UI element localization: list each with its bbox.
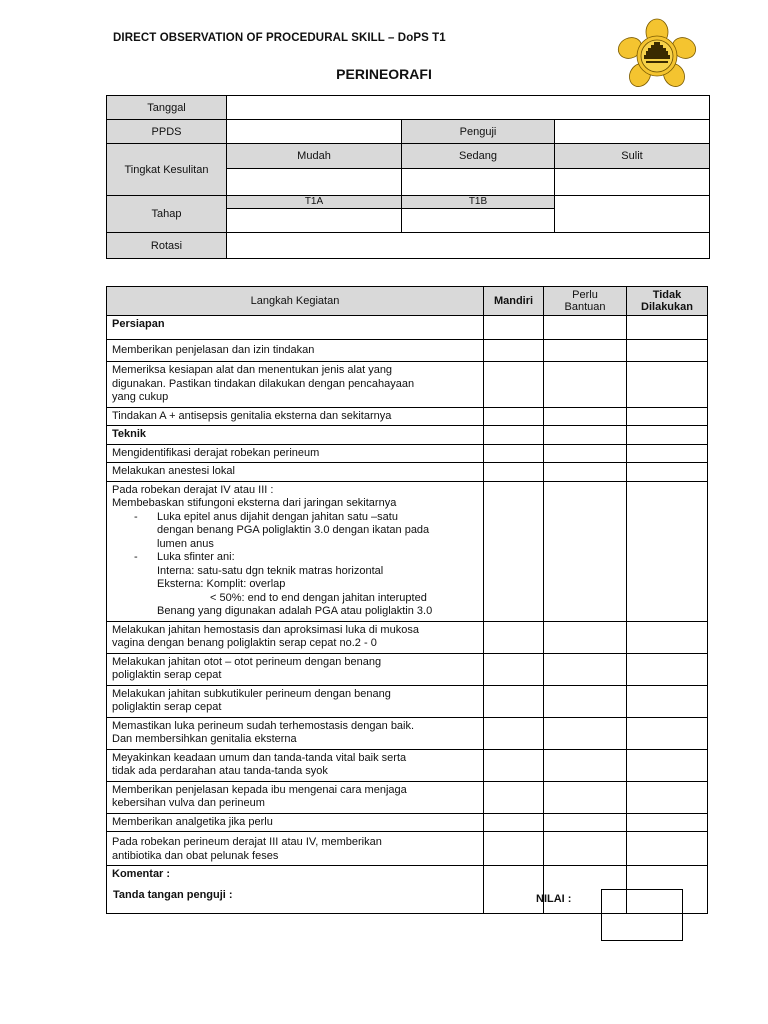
ppds-field[interactable] bbox=[227, 120, 402, 144]
row-text: Melakukan jahitan otot – otot perineum dengan benang bbox=[112, 655, 382, 668]
col-header-bantuan: Bantuan bbox=[564, 301, 606, 313]
sulit-label: Sulit bbox=[555, 144, 710, 169]
table-row bbox=[107, 717, 708, 749]
row-text: Luka epitel anus dijahit dengan jahitan satu –satu bbox=[157, 510, 398, 523]
perlu-bantuan-cell[interactable] bbox=[544, 481, 627, 621]
dash-bullet: - bbox=[134, 510, 138, 523]
sulit-field[interactable] bbox=[555, 169, 710, 196]
tidak-dilakukan-cell[interactable] bbox=[627, 685, 708, 717]
row-text: lumen anus bbox=[157, 537, 214, 550]
step-cell bbox=[107, 463, 484, 482]
mudah-label: Mudah bbox=[227, 144, 402, 169]
row-text: Tindakan A + antisepsis genitalia eksterna dan sekitarnya bbox=[112, 409, 392, 422]
tidak-dilakukan-cell[interactable] bbox=[627, 444, 708, 463]
table-row bbox=[107, 463, 708, 482]
step-cell bbox=[107, 717, 484, 749]
col-header-perlu: Perlu bbox=[572, 289, 598, 301]
row-text: Melakukan anestesi lokal bbox=[112, 465, 235, 477]
tidak-dilakukan-cell[interactable] bbox=[627, 781, 708, 813]
nilai-box[interactable] bbox=[601, 889, 683, 941]
mandiri-cell[interactable] bbox=[484, 749, 544, 781]
step-cell bbox=[107, 685, 484, 717]
rotasi-label: Rotasi bbox=[107, 233, 227, 259]
perlu-bantuan-cell[interactable] bbox=[544, 340, 627, 362]
perlu-bantuan-cell[interactable] bbox=[544, 749, 627, 781]
tidak-dilakukan-cell[interactable] bbox=[627, 653, 708, 685]
table-row bbox=[107, 426, 708, 445]
table-row bbox=[107, 813, 708, 832]
mandiri-cell[interactable] bbox=[484, 866, 544, 914]
dash-bullet: - bbox=[134, 551, 138, 563]
tahap-blank bbox=[555, 196, 710, 233]
row-text: poliglaktin serap cepat bbox=[112, 669, 222, 681]
perlu-bantuan-cell[interactable] bbox=[544, 717, 627, 749]
step-cell bbox=[107, 653, 484, 685]
tahap-label: Tahap bbox=[107, 196, 227, 233]
tidak-dilakukan-cell[interactable] bbox=[627, 832, 708, 866]
row-text: Pada robekan perineum derajat III atau IV, memberikan bbox=[112, 836, 382, 848]
tidak-dilakukan-cell[interactable] bbox=[627, 407, 708, 426]
perlu-bantuan-cell[interactable] bbox=[544, 362, 627, 408]
row-text: poliglaktin serap cepat bbox=[112, 701, 222, 713]
step-cell bbox=[107, 749, 484, 781]
table-row bbox=[107, 749, 708, 781]
step-cell bbox=[107, 362, 484, 408]
row-text: kebersihan vulva dan perineum bbox=[112, 797, 265, 809]
table-row bbox=[107, 481, 708, 621]
tidak-dilakukan-cell[interactable] bbox=[627, 316, 708, 340]
table-row bbox=[107, 653, 708, 685]
mandiri-cell[interactable] bbox=[484, 781, 544, 813]
step-cell bbox=[107, 621, 484, 653]
rotasi-field[interactable] bbox=[227, 233, 710, 259]
table-row bbox=[107, 781, 708, 813]
row-text: antibiotika dan obat pelunak feses bbox=[112, 849, 279, 862]
tidak-dilakukan-cell[interactable] bbox=[627, 621, 708, 653]
penguji-field[interactable] bbox=[555, 120, 710, 144]
row-text: Interna: satu-satu dgn teknik matras horizontal bbox=[157, 564, 384, 577]
row-text: Persiapan bbox=[112, 318, 165, 330]
row-text: Mengidentifikasi derajat robekan perineum bbox=[112, 446, 320, 459]
step-cell bbox=[107, 813, 484, 832]
step-cell bbox=[107, 832, 484, 866]
info-table bbox=[106, 95, 710, 259]
row-text: vagina dengan benang poliglaktin serap cepat no.2 - 0 bbox=[112, 637, 377, 649]
bullet-item bbox=[112, 551, 478, 565]
row-text: Melakukan jahitan hemostasis dan aproksimasi luka di mukosa bbox=[112, 623, 419, 636]
tidak-dilakukan-cell[interactable] bbox=[627, 362, 708, 408]
step-cell bbox=[107, 444, 484, 463]
row-text: tidak ada perdarahan atau tanda-tanda syok bbox=[112, 765, 328, 777]
row-text: Dan membersihkan genitalia eksterna bbox=[112, 733, 297, 745]
document-title: DIRECT OBSERVATION OF PROCEDURAL SKILL – DoPS T1 bbox=[113, 32, 446, 44]
mandiri-cell[interactable] bbox=[484, 407, 544, 426]
table-row bbox=[107, 444, 708, 463]
step-cell bbox=[107, 407, 484, 426]
mandiri-cell[interactable] bbox=[484, 316, 544, 340]
table-row bbox=[107, 407, 708, 426]
tingkat-kesulitan-label: Tingkat Kesulitan bbox=[107, 144, 227, 196]
row-text: Luka sfinter ani: bbox=[157, 551, 235, 563]
step-cell bbox=[107, 481, 484, 621]
tidak-dilakukan-cell[interactable] bbox=[627, 340, 708, 362]
penguji-label: Penguji bbox=[402, 120, 555, 144]
mudah-field[interactable] bbox=[227, 169, 402, 196]
mandiri-cell[interactable] bbox=[484, 813, 544, 832]
bullet-item bbox=[112, 511, 478, 525]
t1b-label: T1B bbox=[402, 196, 555, 209]
perlu-bantuan-cell[interactable] bbox=[544, 813, 627, 832]
table-row bbox=[107, 316, 708, 340]
row-text: Teknik bbox=[112, 428, 147, 440]
row-text: Memberikan analgetika jika perlu bbox=[112, 815, 273, 828]
row-text: Eksterna: Komplit: overlap bbox=[157, 578, 286, 590]
mandiri-cell[interactable] bbox=[484, 444, 544, 463]
step-cell bbox=[107, 340, 484, 362]
tidak-dilakukan-cell[interactable] bbox=[627, 426, 708, 445]
perlu-bantuan-cell[interactable] bbox=[544, 426, 627, 445]
mandiri-cell[interactable] bbox=[484, 717, 544, 749]
perlu-bantuan-cell[interactable] bbox=[544, 316, 627, 340]
mandiri-cell[interactable] bbox=[484, 426, 544, 445]
row-text: Meyakinkan keadaan umum dan tanda-tanda vital baik serta bbox=[112, 751, 407, 764]
row-text: Memberikan penjelasan kepada ibu mengenai cara menjaga bbox=[112, 783, 407, 796]
row-text: Melakukan jahitan subkutikuler perineum dengan benang bbox=[112, 687, 391, 700]
row-text: Membebaskan stifungoni eksterna dari jaringan sekitarnya bbox=[112, 497, 397, 509]
col-header-tidak: Tidak bbox=[652, 289, 682, 301]
mandiri-cell[interactable] bbox=[484, 481, 544, 621]
perlu-bantuan-cell[interactable] bbox=[544, 407, 627, 426]
col-header-activity: Langkah Kegiatan bbox=[107, 287, 484, 316]
signature-label: Tanda tangan penguji : bbox=[113, 889, 233, 901]
mandiri-cell[interactable] bbox=[484, 653, 544, 685]
table-row bbox=[107, 832, 708, 866]
section-persiapan bbox=[107, 316, 484, 340]
tanggal-label: Tanggal bbox=[107, 96, 227, 120]
nilai-label: NILAI : bbox=[536, 893, 572, 905]
tidak-dilakukan-cell[interactable] bbox=[627, 481, 708, 621]
row-text: Benang yang digunakan adalah PGA atau poliglaktin 3.0 bbox=[157, 605, 433, 617]
t1a-field[interactable] bbox=[227, 209, 402, 233]
perlu-bantuan-cell[interactable] bbox=[544, 444, 627, 463]
mandiri-cell[interactable] bbox=[484, 362, 544, 408]
mandiri-cell[interactable] bbox=[484, 832, 544, 866]
tanggal-field[interactable] bbox=[227, 96, 710, 120]
col-header-mandiri: Mandiri bbox=[484, 287, 544, 316]
mandiri-cell[interactable] bbox=[484, 463, 544, 482]
row-text: Memastikan luka perineum sudah terhemostasis dengan baik. bbox=[112, 719, 415, 732]
page-title: PERINEORAFI bbox=[336, 66, 432, 82]
perlu-bantuan-cell[interactable] bbox=[544, 463, 627, 482]
table-row bbox=[107, 340, 708, 362]
sedang-field[interactable] bbox=[402, 169, 555, 196]
step-cell bbox=[107, 781, 484, 813]
perlu-bantuan-cell[interactable] bbox=[544, 781, 627, 813]
row-text: Memberikan penjelasan dan izin tindakan bbox=[112, 343, 315, 356]
tidak-dilakukan-cell[interactable] bbox=[627, 717, 708, 749]
tidak-dilakukan-cell[interactable] bbox=[627, 749, 708, 781]
comment-label: Komentar : bbox=[112, 868, 171, 880]
mandiri-cell[interactable] bbox=[484, 621, 544, 653]
section-teknik bbox=[107, 426, 484, 445]
table-row bbox=[107, 362, 708, 408]
ppds-label: PPDS bbox=[107, 120, 227, 144]
mandiri-cell[interactable] bbox=[484, 340, 544, 362]
table-row bbox=[107, 621, 708, 653]
t1a-label: T1A bbox=[227, 196, 402, 209]
col-header-tidak-dilakukan bbox=[627, 287, 708, 316]
col-header-dilakukan: Dilakukan bbox=[641, 301, 693, 313]
tidak-dilakukan-cell[interactable] bbox=[627, 463, 708, 482]
tidak-dilakukan-cell[interactable] bbox=[627, 813, 708, 832]
perlu-bantuan-cell[interactable] bbox=[544, 621, 627, 653]
mandiri-cell[interactable] bbox=[484, 685, 544, 717]
sedang-label: Sedang bbox=[402, 144, 555, 169]
row-text: digunakan. Pastikan tindakan dilakukan dengan pencahayaan bbox=[112, 377, 415, 390]
row-text: < 50%: end to end dengan jahitan interupted bbox=[210, 591, 427, 604]
row-text: Pada robekan derajat IV atau III : bbox=[112, 483, 274, 496]
row-text: Memeriksa kesiapan alat dan menentukan jenis alat yang bbox=[112, 364, 393, 376]
perlu-bantuan-cell[interactable] bbox=[544, 685, 627, 717]
row-text: dengan benang PGA poliglaktin 3.0 dengan ikatan pada bbox=[157, 524, 430, 536]
row-text: yang cukup bbox=[112, 391, 169, 403]
steps-table bbox=[106, 286, 708, 914]
col-header-perlu-bantuan bbox=[544, 287, 627, 316]
t1b-field[interactable] bbox=[402, 209, 555, 233]
perlu-bantuan-cell[interactable] bbox=[544, 832, 627, 866]
perlu-bantuan-cell[interactable] bbox=[544, 653, 627, 685]
table-row bbox=[107, 685, 708, 717]
